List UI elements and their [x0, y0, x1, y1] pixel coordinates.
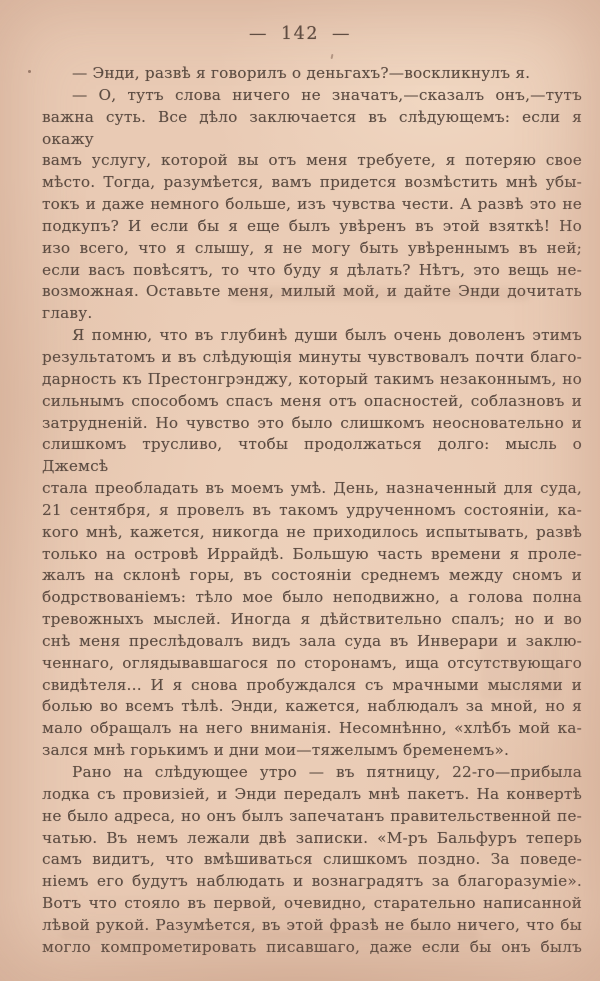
text-line: 21 сентября, я провелъ въ такомъ удрученномъ состояніи, ка-	[42, 500, 582, 519]
text-line: — О, тутъ слова ничего не значатъ,—сказалъ онъ,—тутъ	[72, 85, 582, 104]
text-line: Я помню, что въ глубинѣ души былъ очень доволенъ этимъ	[72, 326, 582, 345]
text-line: затрудненій. Но чувство это было слишкомъ неосновательно и	[42, 413, 582, 432]
header-dash-right: —	[331, 24, 351, 44]
text-line: слишкомъ трусливо, чтобы продолжаться долго: мысль о Джемсѣ	[42, 435, 582, 476]
page-header	[0, 24, 600, 44]
text-line: если васъ повѣсятъ, то что буду я дѣлать? Нѣтъ, это вещь не-	[42, 260, 582, 279]
paragraph	[42, 762, 582, 959]
text-line: свидѣтеля... И я снова пробуждался съ мрачными мыслями и	[42, 675, 582, 694]
text-line: снѣ меня преслѣдовалъ видъ зала суда въ Инверари и заклю-	[42, 631, 582, 650]
text-line: дарность къ Престонгрэнджу, который такимъ незаконнымъ, но	[42, 369, 582, 388]
text-line: ченнаго, оглядывавшагося по сторонамъ, ища отсутствующаго	[42, 653, 582, 672]
text-line: болью во всемъ тѣлѣ. Энди, кажется, наблюдалъ за мной, но я	[42, 697, 582, 716]
text-line: главу.	[42, 304, 93, 323]
text-line: кого мнѣ, кажется, никогда не приходилось испытывать, развѣ	[42, 522, 582, 541]
text-line: лѣвой рукой. Разумѣется, въ этой фразѣ не было ничего, что бы	[42, 915, 582, 934]
text-line: жалъ на склонѣ горы, въ состояніи среднемъ между сномъ и	[42, 566, 582, 585]
text-line: сильнымъ способомъ спасъ меня отъ опасностей, соблазновъ и	[42, 391, 582, 410]
text-line: изо всего, что я слышу, я не могу быть увѣреннымъ въ ней;	[42, 238, 582, 257]
text-line: Рано на слѣдующее утро — въ пятницу, 22-го—прибыла	[72, 763, 582, 781]
text-line: ніемъ его будутъ наблюдать и вознаградятъ за благоразуміе».	[42, 872, 582, 891]
paragraph	[42, 85, 582, 325]
page-text	[42, 63, 582, 959]
text-line: токъ и даже немного больше, изъ чувства чести. А развѣ это не	[42, 195, 582, 214]
text-line: мѣсто. Тогда, разумѣется, вамъ придется возмѣстить мнѣ убы-	[42, 173, 582, 192]
page-number: 142	[281, 24, 319, 44]
text-line: важна суть. Все дѣло заключается въ слѣдующемъ: если я окажу	[42, 107, 582, 148]
text-line: зался мнѣ горькимъ и дни мои—тяжелымъ бременемъ».	[42, 741, 510, 760]
text-line: могло компрометировать писавшаго, даже если бы онъ былъ	[42, 937, 582, 956]
text-line: лодка съ провизіей, и Энди передалъ мнѣ пакетъ. На конвертѣ	[42, 784, 582, 803]
paragraph	[42, 63, 582, 85]
text-line: бодрствованіемъ: тѣло мое было неподвижно, а голова полна	[42, 588, 582, 607]
text-line: вамъ услугу, которой вы отъ меня требуете, я потеряю свое	[42, 151, 582, 170]
text-line: чатью. Въ немъ лежали двѣ записки. «М-ръ Бальфуръ теперь	[42, 828, 582, 847]
text-line: не было адреса, но онъ былъ запечатанъ правительственной пе-	[42, 806, 582, 825]
text-line: возможная. Оставьте меня, милый мой, и дайте Энди дочитать	[42, 282, 582, 301]
text-line: стала преобладать въ моемъ умѣ. День, назначенный для суда,	[42, 479, 582, 498]
text-line: Вотъ что стояло въ первой, очевидно, старательно написанной	[42, 894, 582, 913]
text-line: тревожныхъ мыслей. Иногда я дѣйствительно спалъ; но и во	[42, 610, 582, 629]
text-line: только на островѣ Иррайдѣ. Большую часть времени я проле-	[42, 544, 582, 563]
header-dash-left: —	[249, 24, 269, 44]
text-line: — Энди, развѣ я говорилъ о деньгахъ?—воскликнулъ я.	[72, 64, 531, 82]
text-line: подкупъ? И если бы я еще былъ увѣренъ въ этой взяткѣ! Но	[42, 216, 582, 235]
paragraph	[42, 325, 582, 762]
text-line: мало обращалъ на него вниманія. Несомнѣнно, «хлѣбъ мой ка-	[42, 719, 582, 738]
ink-speck	[331, 54, 334, 59]
text-line: самъ видитъ, что вмѣшиваться слишкомъ поздно. За поведе-	[42, 850, 582, 869]
text-line: результатомъ и въ слѣдующія минуты чувствовалъ почти благо-	[42, 347, 582, 366]
ink-speck	[28, 70, 31, 73]
